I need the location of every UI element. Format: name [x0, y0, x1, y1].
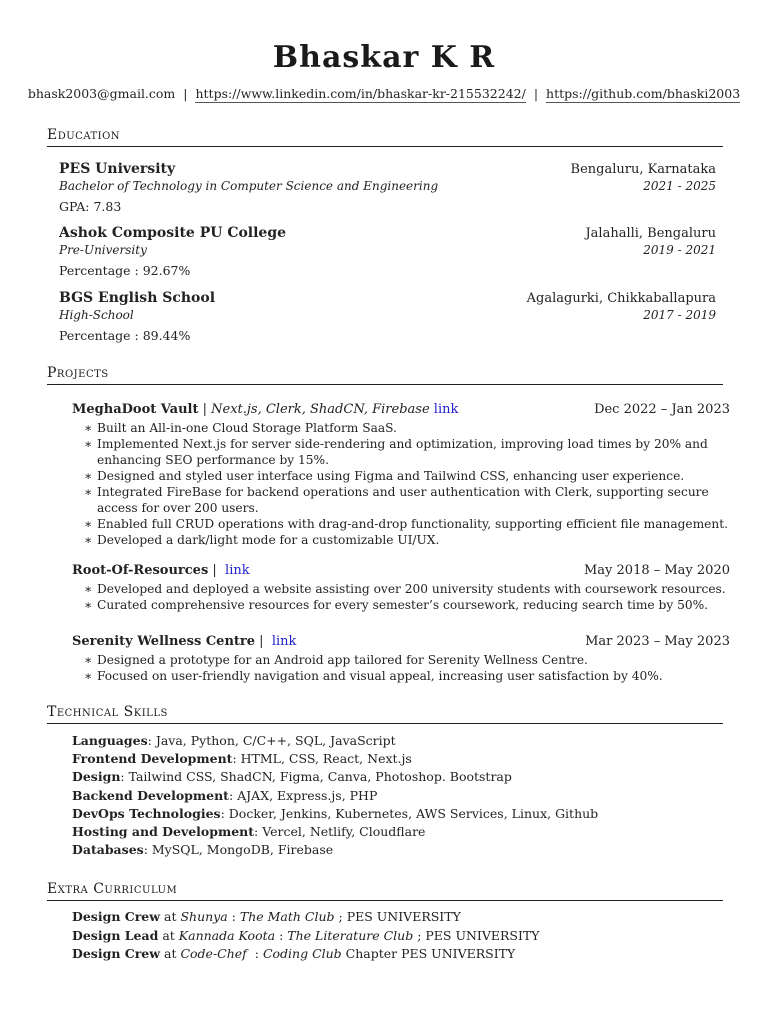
bullet-item: ∗ Developed a dark/light mode for a customizable UI/UX.	[84, 532, 730, 548]
skill-label: Backend Development	[72, 787, 229, 803]
extra-mid: :	[275, 927, 288, 943]
institution-name: PES University	[59, 161, 176, 177]
bullet-item: ∗ Integrated FireBase for backend operations and user authentication with Clerk, supporting secure access for over 200 users.	[84, 484, 730, 516]
section-title-projects: Projects	[47, 365, 109, 381]
bullet-item: ∗ Designed a prototype for an Android app tailored for Serenity Wellness Centre.	[84, 652, 730, 668]
education-score: GPA: 7.83	[59, 199, 122, 214]
extra-mid: :	[227, 909, 240, 924]
extra-club: The Math Club	[239, 909, 335, 924]
section-divider	[47, 384, 723, 385]
institution-location: Bengaluru, Karnataka	[570, 162, 716, 177]
education-score: Percentage : 92.67%	[59, 263, 191, 278]
extra-row	[72, 908, 722, 927]
institution-name: Ashok Composite PU College	[59, 225, 287, 241]
bullet-item: ∗ Enabled full CRUD operations with drag-and-drop functionality, supporting efficient file management.	[84, 516, 730, 532]
project-dates: May 2018 – May 2020	[583, 563, 730, 578]
github-link[interactable]: https://github.com/bhaski2003	[546, 86, 741, 101]
skill-label: DevOps Technologies	[72, 805, 221, 821]
skill-label: Hosting and Development	[72, 824, 255, 840]
institution-location: Agalagurki, Chikkaballapura	[526, 291, 716, 306]
extra-club: Coding Club	[262, 946, 342, 961]
extra-role: Design Crew	[72, 946, 161, 961]
project-dates: Mar 2023 – May 2023	[585, 634, 730, 649]
skill-label: Design	[72, 769, 121, 785]
project-entry	[72, 402, 730, 548]
project-link[interactable]: link	[271, 634, 297, 649]
linkedin-link[interactable]: https://www.linkedin.com/in/bhaskar-kr-215532242/	[195, 86, 526, 101]
project-heading: Root-Of-Resources | link	[72, 563, 250, 578]
skill-row	[72, 787, 722, 805]
separator: |	[533, 86, 539, 101]
project-entry	[72, 634, 730, 684]
skills-list	[72, 732, 722, 859]
skill-row	[72, 805, 722, 823]
project-stack: Next.js, Clerk, ShadCN, Firebase	[211, 402, 430, 417]
project-link[interactable]: link	[433, 402, 459, 417]
extra-org: Shunya	[180, 909, 228, 924]
skill-label: Languages	[72, 733, 148, 748]
project-bullets	[72, 581, 730, 613]
degree: Bachelor of Technology in Computer Science and Engineering	[59, 179, 439, 193]
project-heading: MeghaDoot Vault | Next.js, Clerk, ShadCN, Firebase link	[72, 402, 459, 417]
project-title: Serenity Wellness Centre	[72, 634, 256, 649]
extra-tail: Chapter PES UNIVERSITY	[341, 946, 516, 961]
extra-tail: ; PES UNIVERSITY	[413, 927, 540, 943]
skill-value: : AJAX, Express.js, PHP	[228, 787, 378, 803]
project-entry	[72, 563, 730, 613]
extra-org: Code-Chef	[180, 946, 247, 961]
bullet-item: ∗ Developed and deployed a website assisting over 200 university students with coursework resources.	[84, 581, 730, 597]
project-link[interactable]: link	[225, 563, 250, 578]
education-years: 2017 - 2019	[643, 308, 716, 322]
education-entry	[59, 225, 716, 278]
skill-value: : Tailwind CSS, ShadCN, Figma, Canva, Photoshop. Bootstrap	[120, 769, 512, 785]
extra-org: Kannada Koota	[178, 927, 276, 943]
skill-row	[72, 823, 722, 841]
extra-role: Design Crew	[72, 909, 161, 924]
education-years: 2019 - 2021	[643, 243, 716, 257]
education-entry	[59, 290, 716, 343]
section-divider	[47, 723, 723, 724]
skill-value: : Java, Python, C/C++, SQL, JavaScript	[147, 733, 396, 748]
project-dates: Dec 2022 – Jan 2023	[594, 402, 730, 417]
section-title-skills: Technical Skills	[47, 704, 168, 720]
email-link[interactable]: bhask2003@gmail.com	[27, 86, 176, 101]
skill-value: : Vercel, Netlify, Cloudflare	[254, 824, 426, 840]
extra-at: at	[160, 909, 181, 924]
project-title: MeghaDoot Vault	[72, 402, 199, 417]
education-score: Percentage : 89.44%	[59, 328, 191, 343]
extra-at: at	[158, 927, 179, 943]
project-heading: Serenity Wellness Centre | link	[72, 634, 297, 649]
skill-label: Databases	[72, 842, 144, 858]
skill-value: : MySQL, MongoDB, Firebase	[143, 842, 334, 858]
project-bullets	[72, 652, 730, 684]
bullet-item: ∗ Curated comprehensive resources for every semester’s coursework, reducing search time by 50%.	[84, 597, 730, 613]
project-title: Root-Of-Resources	[72, 563, 209, 578]
project-bullets	[72, 420, 730, 548]
section-divider	[47, 146, 723, 147]
bullet-item: ∗ Designed and styled user interface using Figma and Tailwind CSS, enhancing user experience.	[84, 468, 730, 484]
skill-value: : HTML, CSS, React, Next.js	[232, 751, 412, 767]
section-title-education: Education	[47, 127, 121, 143]
extra-club: The Literature Club	[287, 927, 414, 943]
section-title-extra: Extra Curriculum	[47, 881, 178, 897]
extra-at: at	[160, 946, 181, 961]
extra-row	[72, 927, 722, 946]
extra-row	[72, 945, 722, 964]
institution-name: BGS English School	[59, 290, 216, 306]
contact-line	[0, 86, 768, 101]
candidate-name: Bhaskar K R	[272, 40, 496, 75]
section-divider	[47, 900, 723, 901]
extra-mid: :	[246, 946, 263, 961]
skill-row	[72, 768, 722, 786]
skill-row	[72, 732, 722, 750]
education-years: 2021 - 2025	[643, 179, 716, 193]
skill-row	[72, 841, 722, 859]
degree: High-School	[59, 308, 134, 322]
bullet-item: ∗ Built an All-in-one Cloud Storage Platform SaaS.	[84, 420, 730, 436]
institution-location: Jalahalli, Bengaluru	[585, 226, 716, 241]
skill-label: Frontend Development	[72, 751, 233, 767]
separator: |	[183, 86, 188, 101]
extra-list	[72, 908, 722, 964]
extra-tail: ; PES UNIVERSITY	[334, 909, 461, 924]
extra-role: Design Lead	[72, 927, 159, 943]
education-entry	[59, 161, 716, 214]
degree: Pre-University	[59, 243, 147, 257]
bullet-item: ∗ Focused on user-friendly navigation and visual appeal, increasing user satisfaction by 40%.	[84, 668, 730, 684]
skill-row	[72, 750, 722, 768]
skill-value: : Docker, Jenkins, Kubernetes, AWS Services, Linux, Github	[220, 805, 599, 821]
bullet-item: ∗ Implemented Next.js for server side-rendering and optimization, improving load times by 20% and enhancing SEO performance by 15%.	[84, 436, 730, 468]
